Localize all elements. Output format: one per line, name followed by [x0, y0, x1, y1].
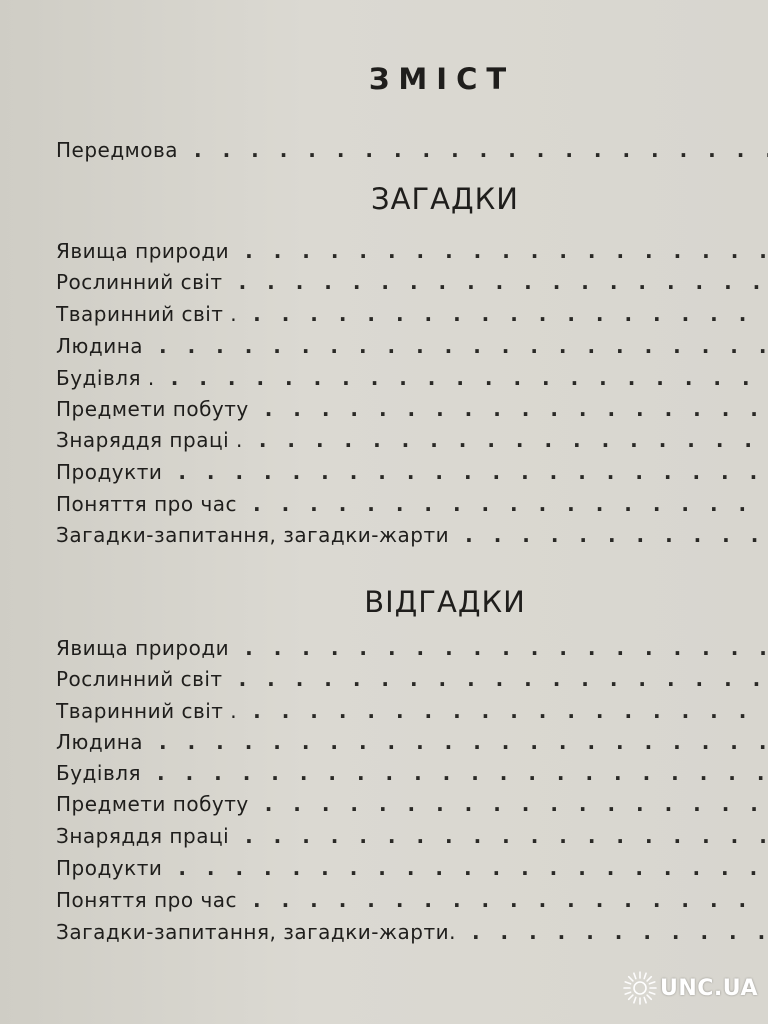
toc-entry — [56, 856, 768, 886]
dot-leader — [229, 824, 768, 848]
dot-leader — [237, 699, 768, 723]
toc-entry — [56, 667, 768, 697]
page-title: ЗМІСТ — [368, 62, 516, 96]
dot-leader — [162, 460, 768, 484]
toc-entry — [56, 888, 768, 918]
toc-entry — [56, 920, 768, 950]
toc-entry — [56, 824, 768, 854]
toc-entry-label: Явища природи — [56, 636, 230, 660]
toc-entry — [56, 523, 768, 553]
dot-leader — [143, 334, 768, 358]
dot-leader — [243, 428, 768, 452]
watermark-text: UNC.UA — [660, 975, 758, 1001]
dot-leader — [162, 856, 768, 880]
toc-entry — [56, 397, 768, 427]
dot-leader — [237, 492, 768, 516]
toc-entry-label: Предмети побуту — [56, 792, 249, 816]
toc-entry — [56, 334, 768, 364]
toc-entry — [56, 366, 768, 396]
dot-leader — [178, 138, 768, 162]
toc-entry-label: Тваринний світ . — [56, 699, 238, 723]
dot-leader — [141, 761, 768, 785]
dot-leader — [229, 239, 768, 263]
toc-entry-label: Загадки-запитання, загадки-жарти. — [56, 920, 456, 944]
dot-leader — [249, 397, 768, 421]
dot-leader — [456, 920, 768, 944]
toc-entry-label: Передмова — [56, 138, 179, 162]
toc-entry-label: Рослинний світ — [56, 667, 223, 691]
toc-entry-label: Рослинний світ — [56, 270, 223, 294]
toc-entry-label: Явища природи — [56, 239, 230, 263]
toc-entry-label: Поняття про час — [56, 888, 238, 912]
toc-entry — [56, 761, 768, 791]
toc-entry-label: Людина — [56, 730, 144, 754]
dot-leader — [449, 523, 768, 547]
toc-entry — [56, 428, 768, 458]
toc-entry-label: Людина — [56, 334, 144, 358]
toc-entry — [56, 730, 768, 760]
toc-entry-label: Тваринний світ . — [56, 302, 238, 326]
toc-entry — [56, 636, 768, 666]
dot-leader — [223, 667, 768, 691]
dot-leader — [223, 270, 768, 294]
toc-entry — [56, 460, 768, 490]
toc-entry-preface — [56, 138, 768, 168]
sun-icon — [622, 970, 658, 1006]
dot-leader — [155, 366, 768, 390]
toc-entry — [56, 492, 768, 522]
toc-entry-label: Знаряддя праці — [56, 824, 230, 848]
toc-entry-label: Будівля . — [56, 366, 155, 390]
dot-leader — [143, 730, 768, 754]
toc-entry — [56, 699, 768, 729]
toc-entry-label: Знаряддя праці . — [56, 428, 243, 452]
toc-entry-label: Предмети побуту — [56, 397, 249, 421]
toc-entry-label: Продукти — [56, 856, 163, 880]
section-heading-answers: ВІДГАДКИ — [364, 585, 526, 619]
toc-entry-label: Загадки-запитання, загадки-жарти — [56, 523, 450, 547]
watermark — [622, 970, 758, 1006]
dot-leader — [249, 792, 768, 816]
dot-leader — [229, 636, 768, 660]
toc-entry — [56, 792, 768, 822]
toc-entry-label: Продукти — [56, 460, 163, 484]
toc-entry — [56, 239, 768, 269]
dot-leader — [237, 888, 768, 912]
toc-entry — [56, 270, 768, 300]
toc-entry — [56, 302, 768, 332]
toc-entry-label: Поняття про час — [56, 492, 238, 516]
toc-entry-label: Будівля — [56, 761, 142, 785]
dot-leader — [237, 302, 768, 326]
section-heading-riddles: ЗАГАДКИ — [371, 182, 519, 216]
